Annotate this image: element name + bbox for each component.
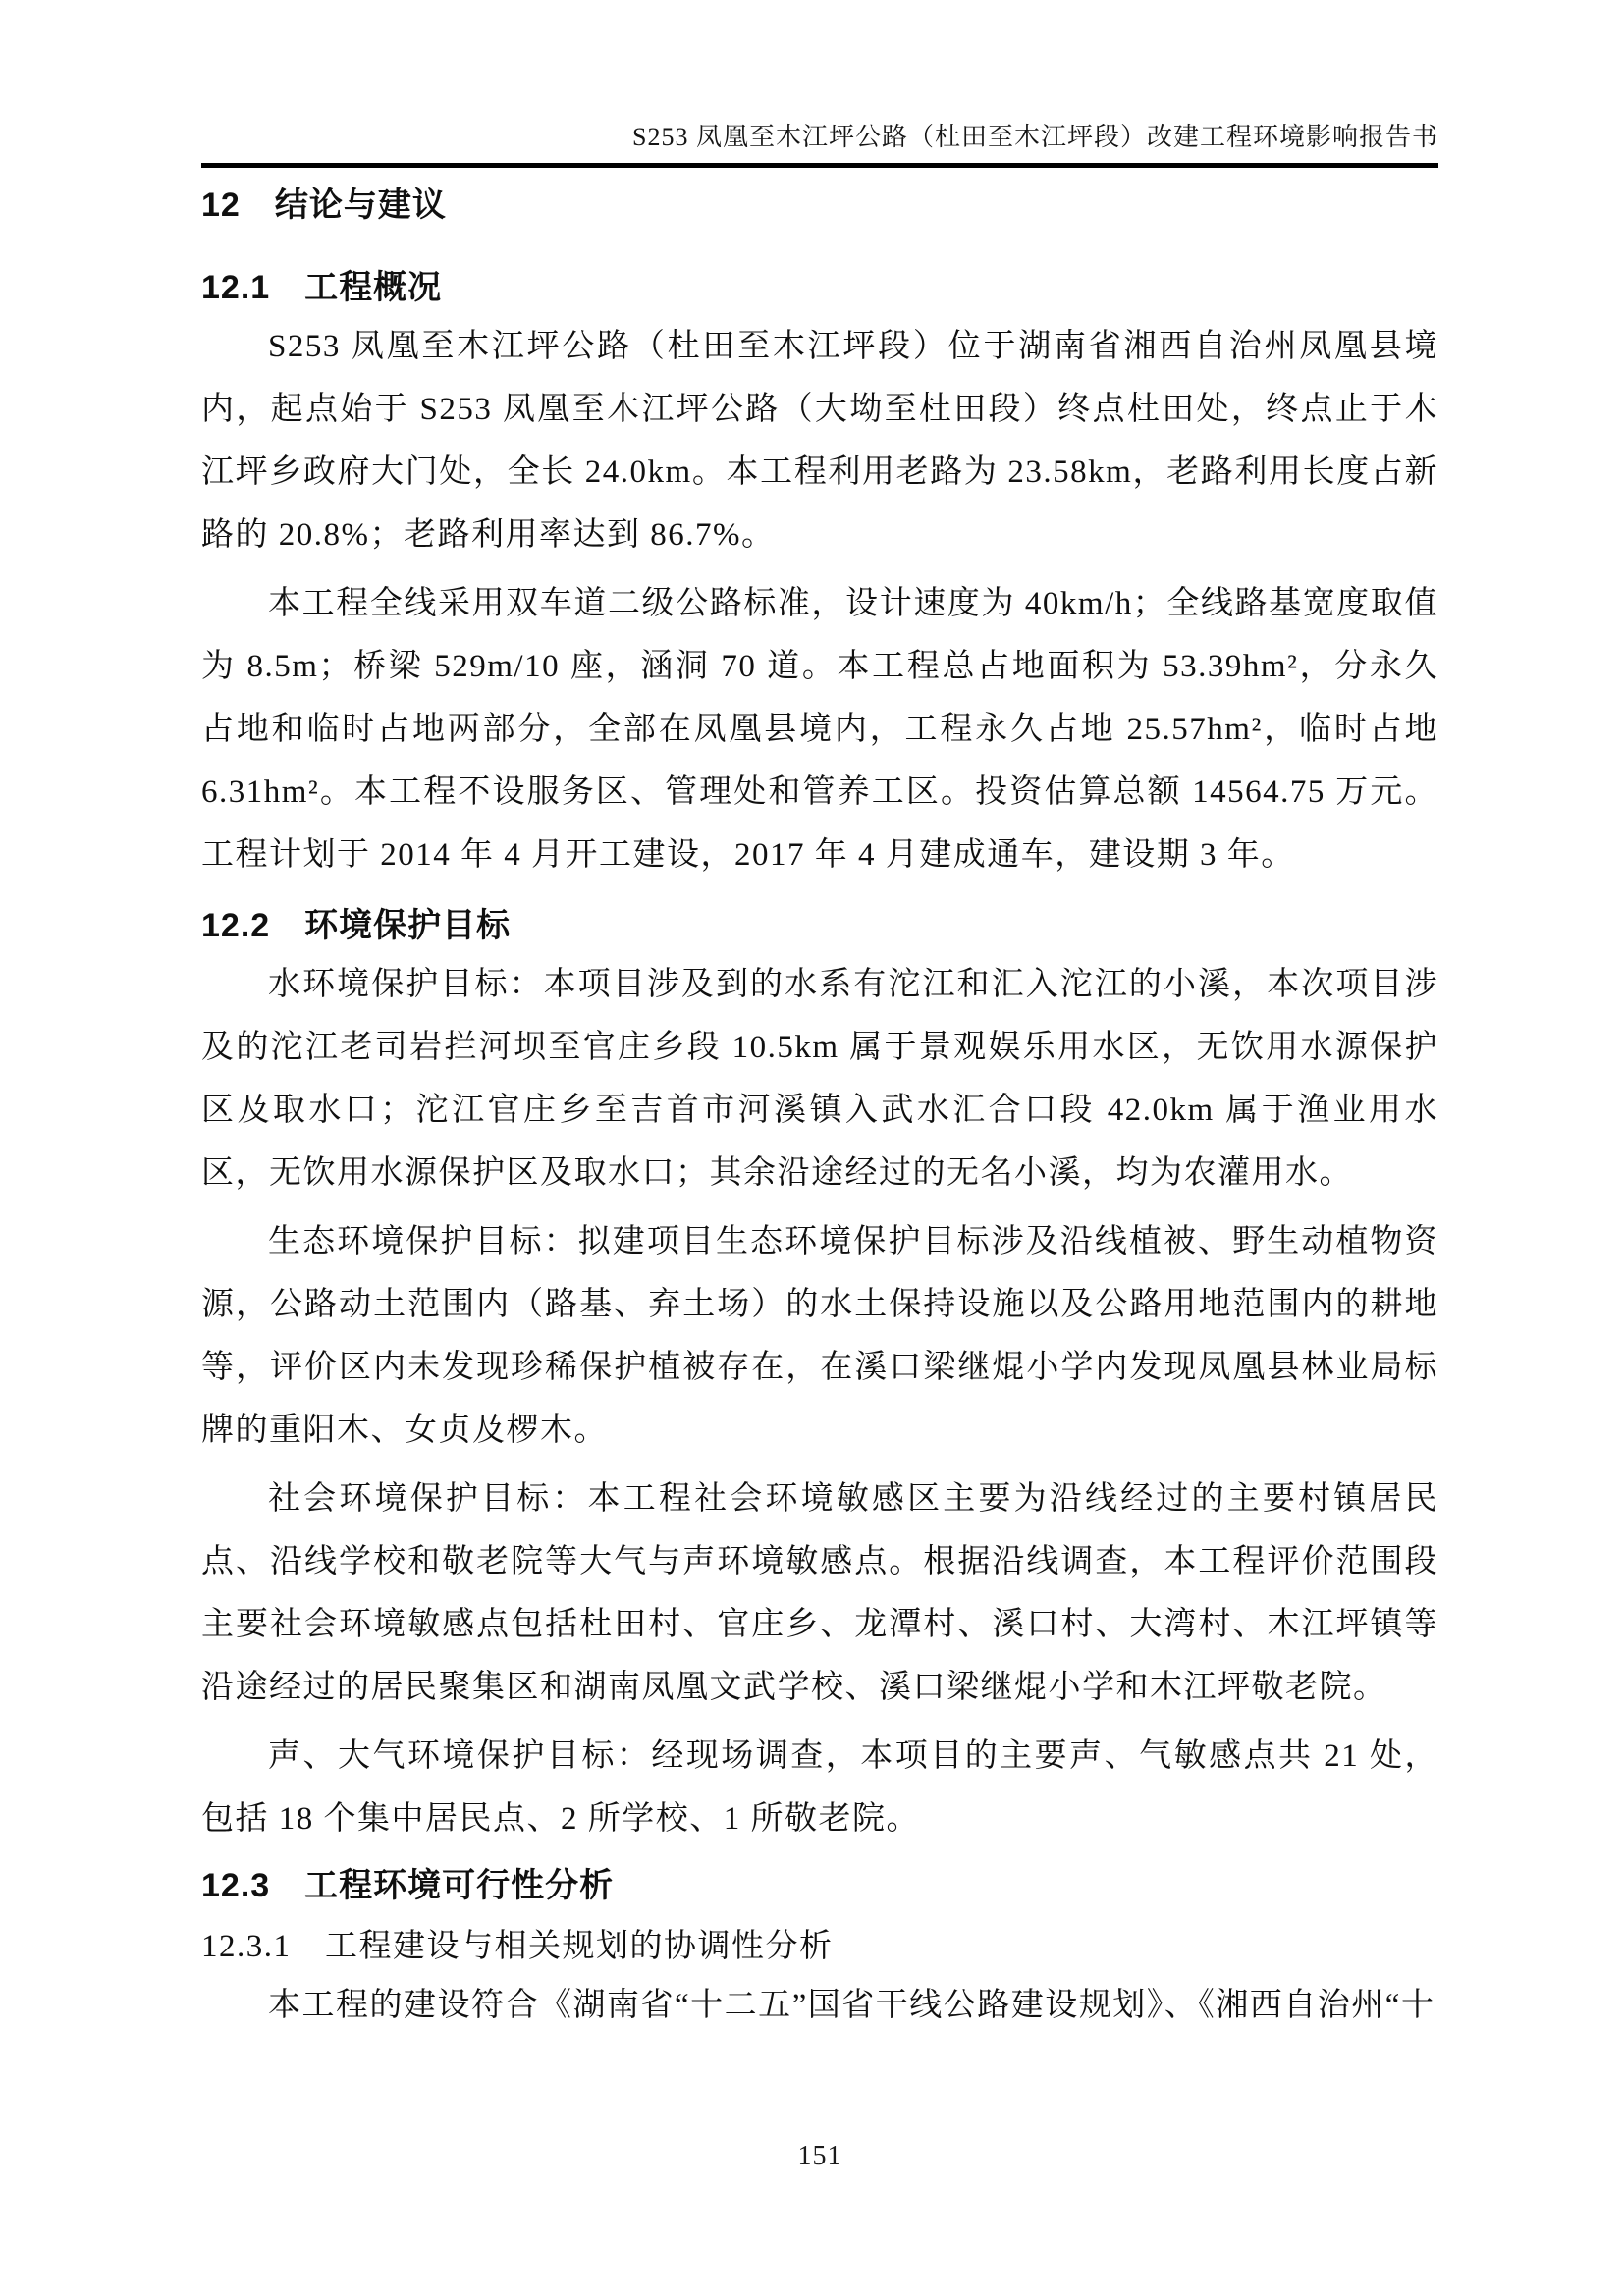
paragraph-ecological-environment-target: 生态环境保护目标：拟建项目生态环境保护目标涉及沿线植被、野生动植物资源，公路动土范围内（路基、弃土场）的水土保持设施以及公路用地范围内的耕地等，评价区内未发现珍稀保护植被存在，在溪口梁继焜小学内发现凤凰县林业局标牌的重阳木、女贞及椤木。 xyxy=(201,1224,1438,1448)
page-number: 151 xyxy=(797,2141,842,2171)
paragraph-planning-compliance: 本工程的建设符合《湖南省“十二五”国省干线公路建设规划》、《湘西自治州“十 xyxy=(268,1988,1435,2023)
paragraph-project-overview-1: S253 凤凰至木江坪公路（杜田至木江坪段）位于湖南省湘西自治州凤凰县境内，起点始于 S253 凤凰至木江坪公路（大坳至杜田段）终点杜田处，终点止于木江坪乡政府大门处，全长 24.0km。本工程利用老路为 23.58km，老路利用长度占新路的 20.8%；老路利用率达到 86.7%。 xyxy=(201,329,1438,553)
header-rule xyxy=(201,163,1438,168)
section-heading-12-conclusions: 12 结论与建议 xyxy=(201,187,447,224)
header-title: S253 凤凰至木江坪公路（杜田至木江坪段）改建工程环境影响报告书 xyxy=(632,123,1438,151)
section-heading-12-2-protection-targets: 12.2 环境保护目标 xyxy=(201,907,512,944)
section-heading-12-3-1-planning-coordination: 12.3.1 工程建设与相关规划的协调性分析 xyxy=(201,1929,834,1964)
document-body xyxy=(201,184,1438,2037)
section-heading-12-1-project-overview: 12.1 工程概况 xyxy=(201,269,443,306)
page-footer xyxy=(201,2140,1438,2173)
paragraph-water-environment-target: 水环境保护目标：本项目涉及到的水系有沱江和汇入沱江的小溪，本次项目涉及的沱江老司岩拦河坝至官庄乡段 10.5km 属于景观娱乐用水区，无饮用水源保护区及取水口；沱江官庄乡至吉首市河溪镇入武水汇合口段 42.0km 属于渔业用水区，无饮用水源保护区及取水口；其余沿途经过的无名小溪，均为农灌用水。 xyxy=(201,967,1438,1191)
page-header xyxy=(0,0,1624,168)
paragraph-noise-air-target: 声、大气环境保护目标：经现场调查，本项目的主要声、气敏感点共 21 处，包括 18 个集中居民点、2 所学校、1 所敬老院。 xyxy=(201,1738,1438,1837)
paragraph-project-overview-2: 本工程全线采用双车道二级公路标准，设计速度为 40km/h；全线路基宽度取值为 8.5m；桥梁 529m/10 座，涵洞 70 道。本工程总占地面积为 53.39hm²，分永久占地和临时占地两部分，全部在凤凰县境内，工程永久占地 25.57hm²，临时占地 6.31hm²。本工程不设服务区、管理处和管养工区。投资估算总额 14564.75 万元。工程计划于 2014 年 4 月开工建设，2017 年 4 月建成通车，建设期 3 年。 xyxy=(201,586,1438,873)
paragraph-social-environment-target: 社会环境保护目标：本工程社会环境敏感区主要为沿线经过的主要村镇居民点、沿线学校和敬老院等大气与声环境敏感点。根据沿线调查，本工程评价范围段主要社会环境敏感点包括杜田村、官庄乡、龙潭村、溪口村、大湾村、木江坪镇等沿途经过的居民聚集区和湖南凤凰文武学校、溪口梁继焜小学和木江坪敬老院。 xyxy=(201,1481,1438,1705)
section-heading-12-3-feasibility-analysis: 12.3 工程环境可行性分析 xyxy=(201,1867,615,1904)
